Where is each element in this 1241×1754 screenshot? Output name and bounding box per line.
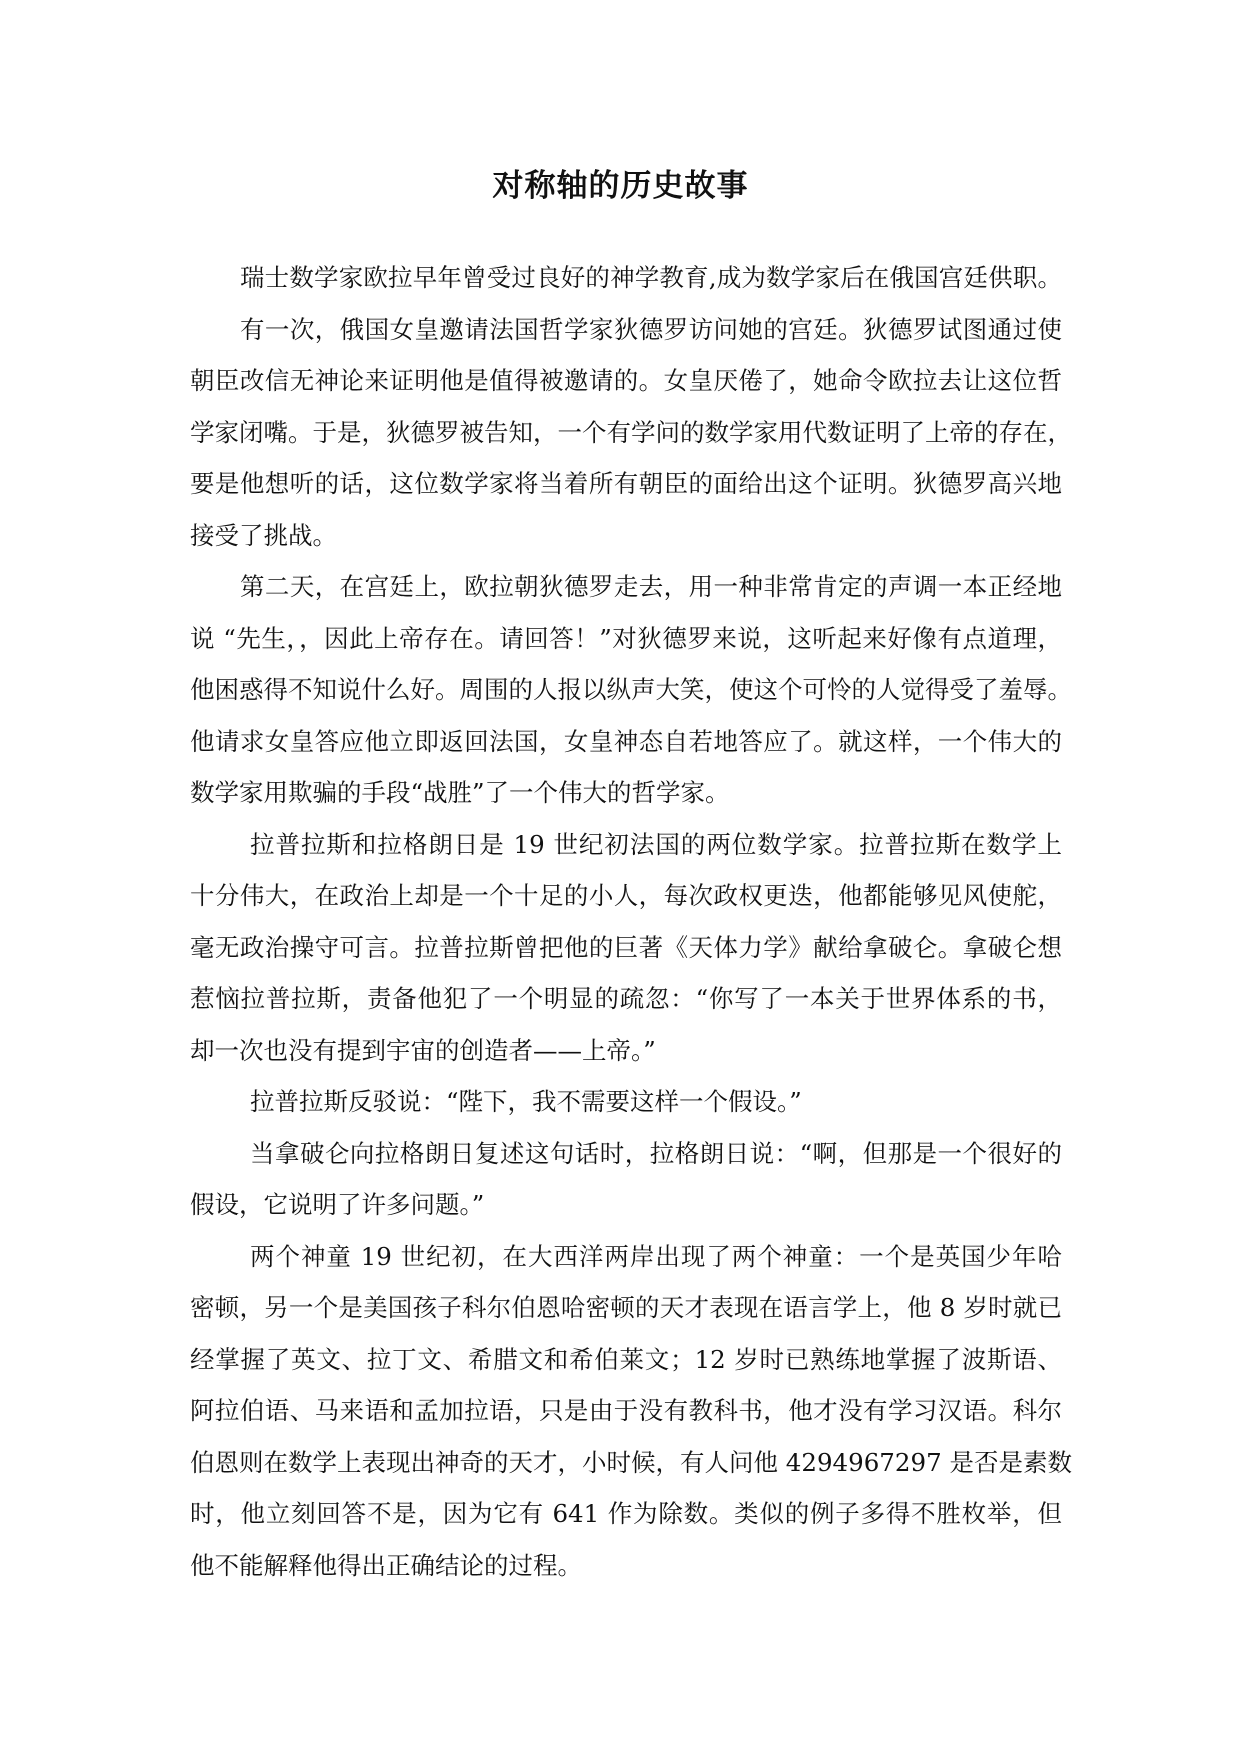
text-line: 数学家用欺骗的手段“战胜”了一个伟大的哲学家。 xyxy=(190,778,730,807)
text-line: 惹恼拉普拉斯，责备他犯了一个明显的疏忽：“你写了一本关于世界体系的书， xyxy=(190,984,1062,1013)
text-line: 经掌握了英文、拉丁文、希腊文和希伯莱文；12 岁时已熟练地掌握了波斯语、 xyxy=(190,1344,1062,1374)
text-line: 阿拉伯语、马来语和孟加拉语，只是由于没有教科书，他才没有学习汉语。科尔 xyxy=(190,1396,1062,1425)
text-line: 两个神童 19 世纪初，在大西洋两岸出现了两个神童：一个是英国少年哈 xyxy=(250,1241,1062,1271)
text-line: 当拿破仑向拉格朗日复述这句话时，拉格朗日说：“啊，但那是一个很好的 xyxy=(250,1138,1062,1168)
text-line: 密顿，另一个是美国孩子科尔伯恩哈密顿的天才表现在语言学上，他 8 岁时就已 xyxy=(190,1293,1062,1322)
text-line: 他请求女皇答应他立即返回法国，女皇神态自若地答应了。就这样，一个伟大的 xyxy=(190,726,1062,756)
document-title: 对称轴的历史故事 xyxy=(492,168,749,204)
text-line: 假设，它说明了许多问题。” xyxy=(190,1190,485,1219)
text-line: 学家闭嘴。于是，狄德罗被告知，一个有学问的数学家用代数证明了上帝的存在， xyxy=(190,417,1072,447)
document-body xyxy=(190,252,1072,1591)
text-line: 拉普拉斯反驳说：“陛下，我不需要这样一个假设。” xyxy=(250,1087,802,1116)
text-line: 毫无政治操守可言。拉普拉斯曾把他的巨著《天体力学》献给拿破仑。拿破仑想 xyxy=(190,932,1062,962)
text-line: 第二天，在宫廷上，欧拉朝狄德罗走去，用一种非常肯定的声调一本正经地 xyxy=(240,572,1062,601)
text-line: 时，他立刻回答不是，因为它有 641 作为除数。类似的例子多得不胜枚举，但 xyxy=(190,1499,1062,1528)
text-line: 说 “先生，，因此上帝存在。请回答！”对狄德罗来说，这听起来好像有点道理， xyxy=(190,623,1062,653)
text-line: 接受了挑战。 xyxy=(190,520,337,550)
text-line: 十分伟大，在政治上却是一个十足的小人，每次政权更迭，他都能够见风使舵， xyxy=(190,881,1062,910)
text-line: 他不能解释他得出正确结论的过程。 xyxy=(190,1550,582,1580)
text-line: 瑞士数学家欧拉早年曾受过良好的神学教育,成为数学家后在俄国宫廷供职。 xyxy=(240,263,1062,292)
text-line: 他困惑得不知说什么好。周围的人报以纵声大笑，使这个可怜的人觉得受了羞辱。 xyxy=(190,675,1072,704)
text-line: 却一次也没有提到宇宙的创造者——上帝。” xyxy=(190,1035,656,1065)
text-line: 朝臣改信无神论来证明他是值得被邀请的。女皇厌倦了，她命令欧拉去让这位哲 xyxy=(190,366,1062,395)
text-line: 伯恩则在数学上表现出神奇的天才，小时候，有人问他 4294967297 是否是素数 xyxy=(190,1447,1072,1477)
text-line: 拉普拉斯和拉格朗日是 19 世纪初法国的两位数学家。拉普拉斯在数学上 xyxy=(250,829,1062,859)
text-line: 有一次，俄国女皇邀请法国哲学家狄德罗访问她的宫廷。狄德罗试图通过使 xyxy=(240,314,1062,344)
text-line: 要是他想听的话，这位数学家将当着所有朝臣的面给出这个证明。狄德罗高兴地 xyxy=(190,469,1062,498)
